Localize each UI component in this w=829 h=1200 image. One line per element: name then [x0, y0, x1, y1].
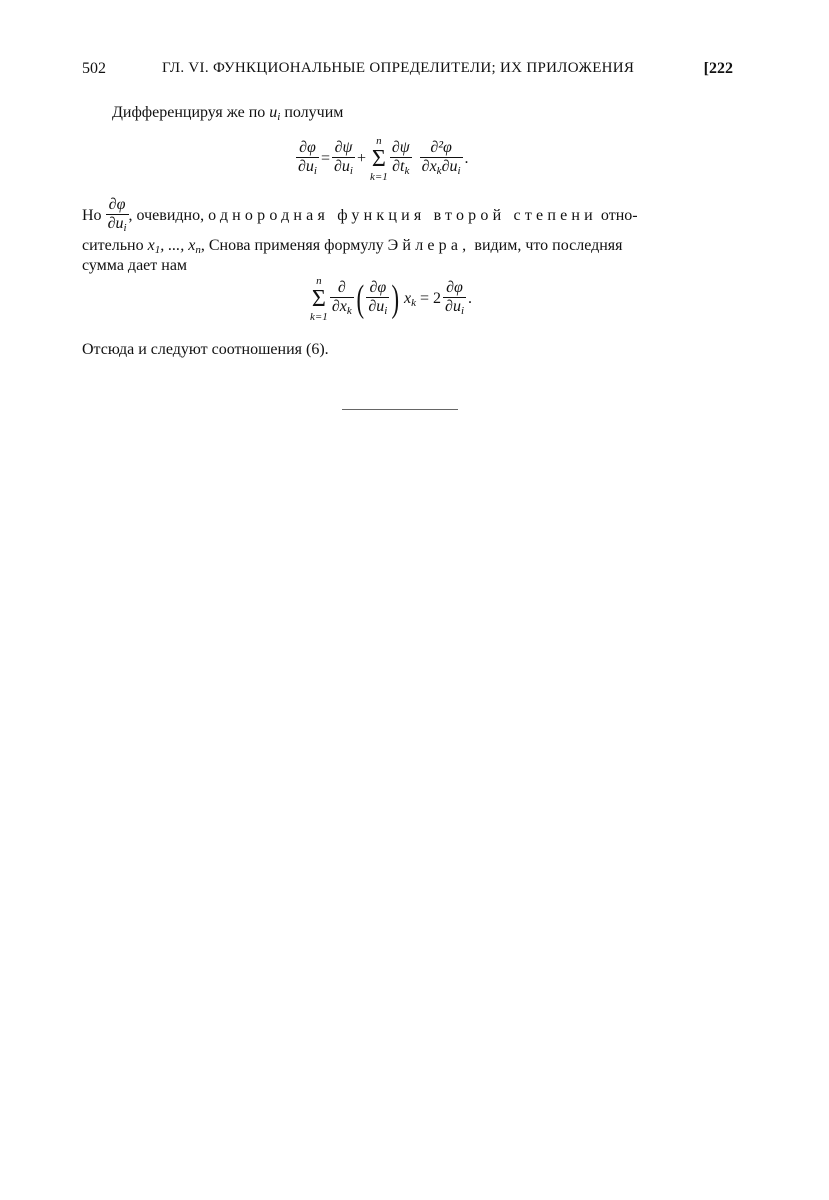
den-text: ∂u [107, 215, 124, 232]
text-run: отно- [600, 207, 638, 225]
spaced-text: однородная функция второй степени [208, 207, 597, 225]
math-var: u [269, 104, 278, 121]
numerator: ∂φ [443, 279, 466, 298]
denominator: $\partial x_k\partial u_i$ [421, 157, 461, 177]
text-run: Дифференцируя же по [112, 104, 266, 121]
den-text: ∂u [334, 157, 350, 175]
period: . [464, 150, 469, 167]
math-var: $x_1$, ..., $x_n$ [147, 237, 201, 256]
fraction [366, 279, 389, 320]
paragraph-line [112, 103, 343, 127]
text-run: Но [82, 207, 102, 225]
x-var: x [404, 289, 412, 307]
display-equation-1 [296, 135, 471, 183]
spaced-text: Эйлера, [387, 237, 471, 254]
numerator: ∂φ [296, 139, 319, 158]
fraction [420, 139, 463, 180]
paragraph-line [82, 256, 187, 276]
sigma-symbol: Σ [311, 286, 326, 312]
numerator: ∂ [330, 279, 354, 298]
chapter-title: ГЛ. VI. ФУНКЦИОНАЛЬНЫЕ ОПРЕДЕЛИТЕЛИ; ИХ ПРИЛОЖЕНИЯ [162, 60, 635, 76]
paragraph-line [82, 196, 638, 237]
fraction [390, 139, 412, 180]
den-text: ∂t [392, 157, 405, 175]
denominator: $\partial u_i$ [368, 297, 388, 317]
fraction [330, 279, 354, 320]
text-run: видим, что последняя [474, 237, 623, 254]
text-run: , Снова применяя формулу [200, 237, 384, 254]
den-text: ∂u [368, 297, 385, 315]
period: . [468, 290, 472, 307]
math-var: $x_k$ [404, 289, 416, 309]
denominator: $\partial u_i$ [334, 157, 353, 177]
summation [310, 275, 328, 323]
denominator: $\partial u_i$ [298, 157, 317, 177]
numerator: ∂φ [106, 196, 129, 215]
sum-upper: n [316, 275, 322, 287]
text-run: получим [284, 104, 344, 121]
display-equation-2 [308, 275, 474, 323]
numerator: ∂ψ [391, 138, 410, 156]
den-text: ∂x [421, 157, 437, 175]
text-run: сительно [82, 237, 144, 254]
text-run: , очевидно, [128, 207, 205, 225]
fraction [443, 279, 466, 320]
running-header [82, 60, 733, 82]
fraction [332, 139, 355, 180]
den-text: ∂x [331, 297, 347, 315]
inline-fraction [106, 196, 129, 237]
sum-upper: n [376, 135, 382, 147]
paragraph-line [82, 340, 329, 360]
numerator: ∂²φ [420, 139, 463, 158]
right-paren: ) [391, 278, 400, 320]
summation [370, 135, 388, 183]
numerator: ∂φ [366, 279, 389, 298]
text-run: сумма дает нам [82, 257, 188, 274]
section-number: [222 [703, 60, 733, 77]
sum-lower: k=1 [370, 171, 388, 183]
denominator: $\partial t_k$ [392, 157, 410, 177]
denominator: $\partial x_k$ [331, 297, 352, 317]
sum-lower: k=1 [310, 311, 328, 323]
denominator: $\partial u_i$ [445, 297, 464, 317]
denominator: $\partial u_i$ [107, 215, 127, 234]
den-text: ∂u [298, 157, 314, 175]
section-divider [342, 409, 458, 410]
text-run: Отсюда и следуют соотношения (6). [82, 341, 329, 358]
fraction [296, 139, 319, 180]
operator: = 2 [420, 290, 442, 307]
den-text: ∂u [445, 297, 461, 315]
left-paren: ( [356, 278, 364, 320]
numerator: ∂ψ [332, 139, 355, 158]
operator: = [320, 150, 330, 167]
page-number: 502 [82, 60, 106, 77]
sigma-symbol: Σ [371, 146, 386, 172]
math-subscript: i [277, 111, 281, 123]
operator: + [356, 150, 366, 167]
